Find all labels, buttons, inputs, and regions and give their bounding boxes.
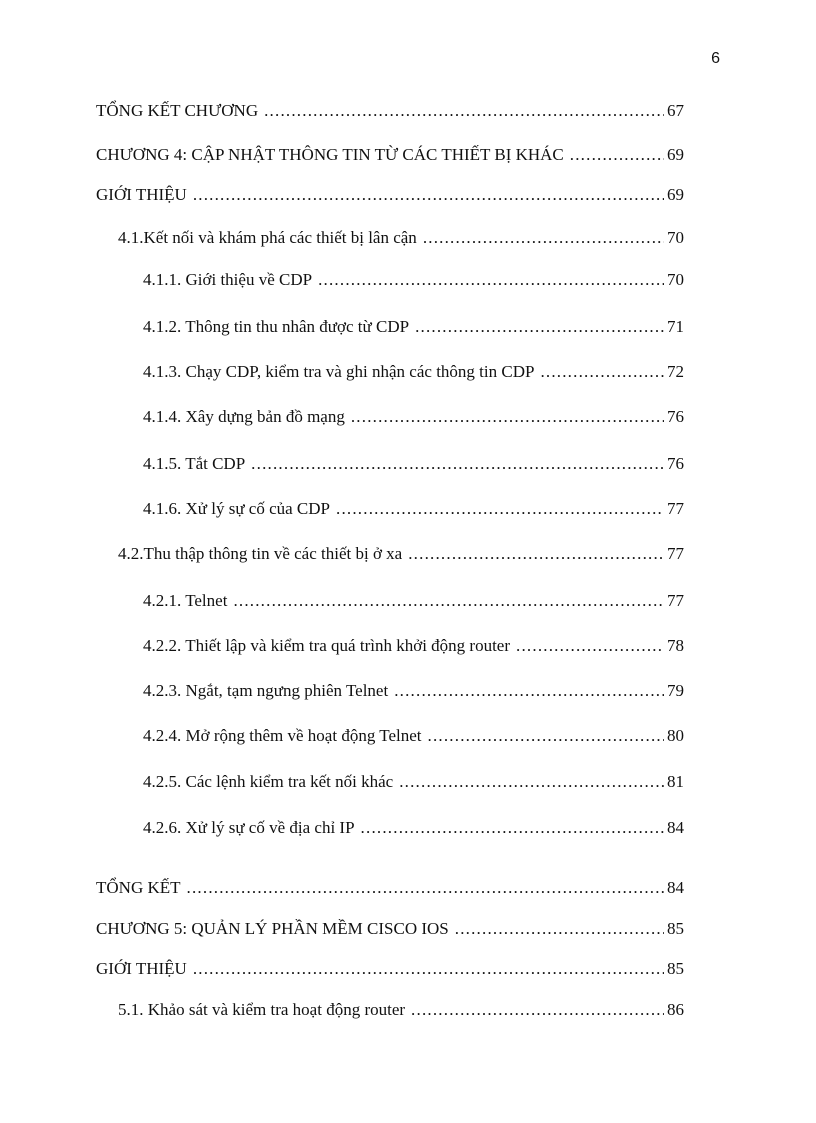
toc-entry-title: 4.2.5. Các lệnh kiểm tra kết nối khác [143,772,394,791]
toc-entry [96,269,684,291]
toc-entry-title: 4.1.5. Tắt CDP [143,454,246,473]
toc-entry [96,498,684,520]
toc-dot-leader [193,958,664,980]
toc-entry-page: 71 [667,317,684,336]
toc-entry-title: GIỚI THIỆU [96,185,187,204]
toc-dot-leader [399,771,664,793]
toc-entry-page: 85 [667,919,684,938]
toc-entry-title: 4.1.1. Giới thiệu về CDP [143,270,313,289]
toc-entry-page: 86 [667,1000,684,1019]
toc-entry [96,453,684,475]
toc-entry-page: 84 [667,818,684,837]
toc-entry-page: 67 [667,101,684,120]
toc-entry-page: 70 [667,228,684,247]
toc-entry-title: 4.1.4. Xây dựng bản đồ mạng [143,407,345,426]
toc-entry [96,635,684,657]
toc-entry [96,184,684,206]
toc-entry-title: CHƯƠNG 4: CẬP NHẬT THÔNG TIN TỪ CÁC THIẾT BỊ KHÁC [96,145,564,164]
toc-entry [96,590,684,612]
toc-dot-leader [233,590,664,612]
toc-entry-title: TỔNG KẾT [96,878,181,897]
toc-entry [96,316,684,338]
toc-entry-title: CHƯƠNG 5: QUẢN LÝ PHẦN MỀM CISCO IOS [96,919,449,938]
toc-entry-title: 4.2.2. Thiết lập và kiểm tra quá trình khởi động router [143,636,511,655]
toc-entry-title: TỔNG KẾT CHƯƠNG [96,101,259,120]
toc-entry-title: 4.1.3. Chạy CDP, kiểm tra và ghi nhận các thông tin CDP [143,362,535,381]
toc-entry-title: 4.1.2. Thông tin thu nhân được từ CDP [143,317,410,336]
toc-entry [96,100,684,122]
toc-entry-title: 5.1. Khảo sát và kiểm tra hoạt động router [118,1000,406,1019]
toc-entry-title: 4.2.6. Xử lý sự cố về địa chỉ IP [143,818,355,837]
toc-entry-page: 70 [667,270,684,289]
toc-entry-page: 76 [667,454,684,473]
toc-dot-leader [428,725,665,747]
toc-entry-title: 4.2.Thu thập thông tin về các thiết bị ở xa [118,544,403,563]
toc-entry [96,999,684,1021]
toc-entry-title: 4.1.6. Xử lý sự cố của CDP [143,499,330,518]
toc-entry [96,958,684,980]
toc-dot-leader [408,543,664,565]
toc-entry [96,918,684,940]
toc-entry-page: 69 [667,145,684,164]
toc-entry-title: 4.2.4. Mở rộng thêm về hoạt động Telnet [143,726,422,745]
toc-entry-page: 77 [667,499,684,518]
toc-dot-leader [193,184,664,206]
toc-dot-leader [336,498,664,520]
toc-dot-leader [361,817,664,839]
toc-dot-leader [318,269,664,291]
toc-dot-leader [264,100,664,122]
toc-entry [96,406,684,428]
toc-dot-leader [251,453,664,475]
toc-entry-page: 69 [667,185,684,204]
toc-entry-page: 81 [667,772,684,791]
toc-entry-page: 80 [667,726,684,745]
toc-dot-leader [455,918,664,940]
toc-entry-title: 4.2.1. Telnet [143,591,228,610]
toc-entry [96,144,684,166]
toc-entry-page: 79 [667,681,684,700]
toc-entry-page: 72 [667,362,684,381]
toc-dot-leader [415,316,664,338]
toc-entry [96,771,684,793]
toc-entry-page: 77 [667,544,684,563]
toc-dot-leader [516,635,664,657]
toc-entry-title: GIỚI THIỆU [96,959,187,978]
toc-dot-leader [423,227,664,249]
toc-entry [96,817,684,839]
toc-entry-page: 78 [667,636,684,655]
page-number: 6 [711,50,720,67]
toc-dot-leader [540,361,664,383]
toc-entry [96,725,684,747]
toc-entry [96,361,684,383]
toc-entry-page: 84 [667,878,684,897]
toc-entry [96,877,684,899]
toc-dot-leader [351,406,664,428]
toc-entry-page: 76 [667,407,684,426]
toc-entry-title: 4.2.3. Ngắt, tạm ngưng phiên Telnet [143,681,389,700]
toc-entry [96,680,684,702]
toc-dot-leader [411,999,664,1021]
toc-entry [96,543,684,565]
toc-entry-title: 4.1.Kết nối và khám phá các thiết bị lân cận [118,228,417,247]
toc-dot-leader [187,877,664,899]
toc-entry-page: 85 [667,959,684,978]
toc-entry [96,227,684,249]
toc-dot-leader [394,680,664,702]
toc-entry-page: 77 [667,591,684,610]
toc-dot-leader [570,144,664,166]
